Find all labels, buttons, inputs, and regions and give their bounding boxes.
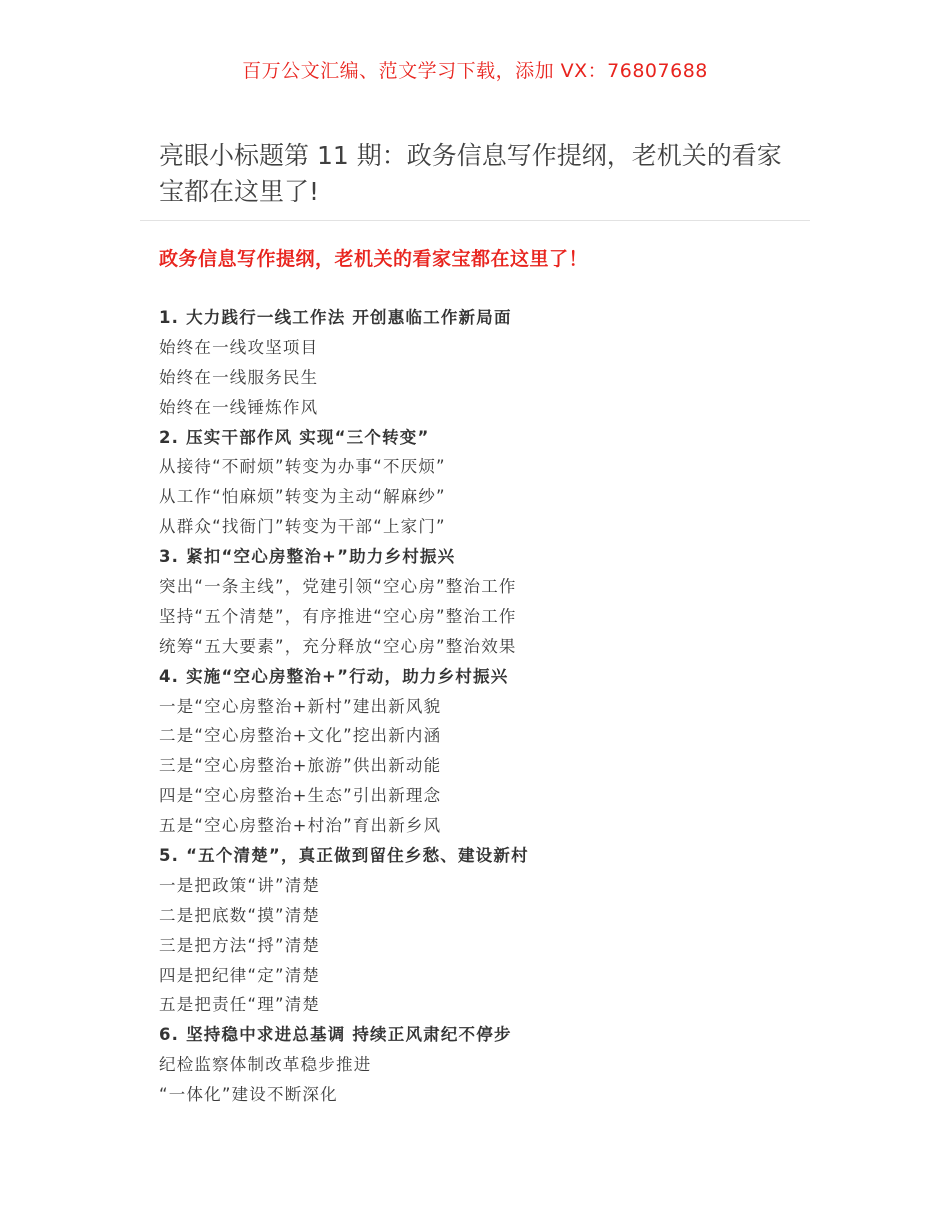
section-heading: 4. 实施“空心房整治+”行动，助力乡村振兴 — [159, 666, 509, 686]
list-item: 统筹“五大要素”，充分释放“空心房”整治效果 — [159, 636, 517, 656]
list-item: 五是把责任“理”清楚 — [159, 995, 321, 1015]
list-item: 始终在一线服务民生 — [159, 367, 319, 387]
list-item: 从接待“不耐烦”转变为办事“不厌烦” — [159, 457, 446, 477]
list-item: 四是把纪律“定”清楚 — [159, 965, 321, 985]
article-body — [159, 303, 799, 1110]
list-item: 从群众“找衙门”转变为干部“上家门” — [159, 517, 446, 537]
list-item: 突出“一条主线”，党建引领“空心房”整治工作 — [159, 577, 517, 597]
list-item: 一是“空心房整治+新村”建出新风貌 — [159, 696, 442, 716]
title-divider — [140, 220, 810, 221]
list-item: “一体化”建设不断深化 — [159, 1085, 338, 1105]
article-title: 亮眼小标题第 11 期：政务信息写作提纲，老机关的看家宝都在这里了! — [159, 141, 782, 206]
section-heading: 2. 压实干部作风 实现“三个转变” — [159, 427, 430, 447]
list-item: 三是把方法“捋”清楚 — [159, 935, 321, 955]
section-heading: 3. 紧扣“空心房整治+”助力乡村振兴 — [159, 547, 456, 567]
list-item: 始终在一线攻坚项目 — [159, 337, 319, 357]
section-heading: 1. 大力践行一线工作法 开创惠临工作新局面 — [159, 308, 512, 327]
header-banner: 百万公文汇编、范文学习下载，添加 VX：76807688 — [242, 60, 708, 82]
list-item: 二是“空心房整治+文化”挖出新内涵 — [159, 726, 442, 746]
list-item: 三是“空心房整治+旅游”供出新动能 — [159, 756, 442, 776]
lead-paragraph: 政务信息写作提纲，老机关的看家宝都在这里了！ — [159, 248, 589, 270]
list-item: 坚持“五个清楚”，有序推进“空心房”整治工作 — [159, 606, 517, 626]
list-item: 始终在一线锤炼作风 — [159, 397, 319, 417]
list-item: 二是把底数“摸”清楚 — [159, 905, 321, 925]
list-item: 一是把政策“讲”清楚 — [159, 875, 321, 895]
list-item: 四是“空心房整治+生态”引出新理念 — [159, 786, 442, 806]
list-item: 从工作“怕麻烦”转变为主动“解麻纱” — [159, 487, 446, 507]
section-heading: 5. “五个清楚”，真正做到留住乡愁、建设新村 — [159, 846, 529, 866]
list-item: 五是“空心房整治+村治”育出新乡风 — [159, 816, 442, 836]
section-heading: 6. 坚持稳中求进总基调 持续正风肃纪不停步 — [159, 1025, 512, 1045]
list-item: 纪检监察体制改革稳步推进 — [159, 1055, 372, 1075]
